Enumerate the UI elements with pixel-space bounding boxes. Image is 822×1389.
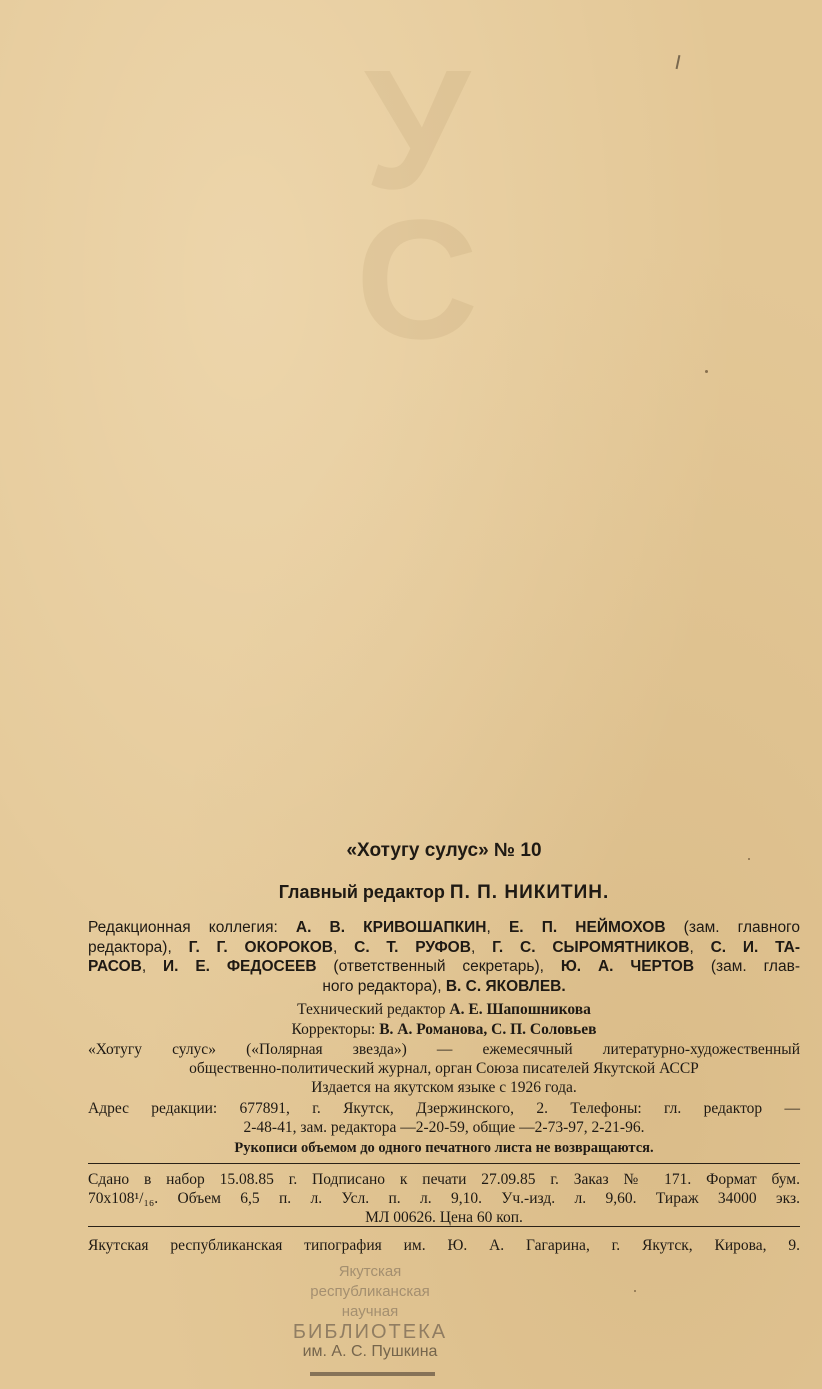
stamp-underline [310, 1372, 435, 1376]
stamp-line: научная [341, 1303, 399, 1320]
board-line [88, 938, 800, 958]
board-text: (зам. главного [665, 919, 800, 936]
board-member: С. Т. РУФОВ [354, 938, 471, 956]
paper-mark [676, 55, 680, 69]
description-line: «Хотугу сулус» («Полярная звезда») — ежемесячный литературно-художественный [88, 1041, 800, 1058]
board-text: , [689, 938, 711, 956]
tech-editor-name: А. Е. Шапошникова [449, 1001, 591, 1018]
stamp-line: Якутская [338, 1263, 402, 1280]
paper-speck [705, 370, 708, 373]
address-line: 2-48-41, зам. редактора —2-20-59, общие —2-73-97, 2-21-96. [243, 1119, 645, 1136]
board-text: (ответственный секретарь), [316, 958, 561, 975]
board-text: , [470, 938, 493, 956]
journal-title: «Хотугу сулус» № 10 [346, 840, 542, 861]
board-line [88, 957, 800, 977]
board-member: Ю. А. ЧЕРТОВ [560, 958, 695, 975]
printer-info: Якутская республиканская типография им. Ю. А. Гагарина, г. Якутск, Кирова, 9. [88, 1237, 800, 1254]
editorial-board [88, 918, 800, 996]
manuscripts-notice: Рукописи объемом до одного печатного листа не возвращаются. [234, 1140, 654, 1156]
description-line: общественно-политический журнал, орган Союза писателей Якутской АССР [189, 1060, 699, 1077]
library-stamp [285, 1262, 455, 1362]
board-member: Е. П. НЕЙМОХОВ [508, 919, 666, 936]
technical-staff [88, 1000, 800, 1040]
bleed-through-text: У С [355, 35, 485, 375]
stamp-line: БИБЛИОТЕКА [292, 1321, 448, 1343]
journal-description [88, 1040, 800, 1078]
print-info [88, 1170, 800, 1227]
board-member: В. С. ЯКОВЛЕВ. [445, 977, 566, 995]
chief-editor [88, 882, 800, 904]
tech-editor-label: Технический редактор [297, 1001, 446, 1018]
chief-editor-name: П. П. НИКИТИН. [449, 882, 610, 903]
divider [88, 1163, 800, 1164]
board-text: , [141, 958, 164, 975]
board-text: редактора), [88, 938, 189, 956]
stamp-line: им. А. С. Пушкина [302, 1343, 438, 1360]
board-text: , [486, 919, 509, 936]
stamp-line: республиканская [310, 1283, 430, 1300]
board-member: А. В. КРИВОШАПКИН [295, 919, 487, 936]
chief-editor-label: Главный редактор [278, 882, 445, 902]
address-line: Адрес редакции: 677891, г. Якутск, Дзержинского, 2. Телефоны: гл. редактор — [88, 1100, 800, 1117]
tech-editor [88, 1000, 800, 1020]
editorial-address [88, 1099, 800, 1137]
paper-speck [634, 1290, 636, 1292]
divider [88, 1226, 800, 1227]
board-text: Редакционная коллегия: [88, 919, 296, 936]
published-since: Издается на якутском языке с 1926 года. [311, 1079, 577, 1096]
board-text: , [333, 938, 355, 956]
correctors-label: Корректоры: [291, 1021, 376, 1038]
board-member: Г. С. СЫРОМЯТНИКОВ [492, 938, 690, 956]
board-member: И. Е. ФЕДОСЕЕВ [163, 958, 317, 975]
board-text: ного редактора), [322, 977, 446, 995]
correctors [88, 1020, 800, 1040]
board-line [88, 918, 800, 938]
board-text: (зам. глав- [694, 958, 800, 975]
print-info-line: МЛ 00626. Цена 60 коп. [365, 1209, 523, 1226]
board-member: РАСОВ [88, 958, 142, 975]
board-member: С. И. ТА- [710, 938, 800, 956]
correctors-names: В. А. Романова, С. П. Соловьев [379, 1021, 597, 1038]
board-member: Г. Г. ОКОРОКОВ [188, 938, 333, 956]
print-info-line: 70x108¹/₁₆. Объем 6,5 п. л. Усл. п. л. 9,10. Уч.-изд. л. 9,60. Тираж 34000 экз. [88, 1190, 800, 1207]
print-info-line: Сдано в набор 15.08.85 г. Подписано к печати 27.09.85 г. Заказ № 171. Формат бум. [88, 1171, 800, 1188]
board-line [88, 977, 800, 997]
